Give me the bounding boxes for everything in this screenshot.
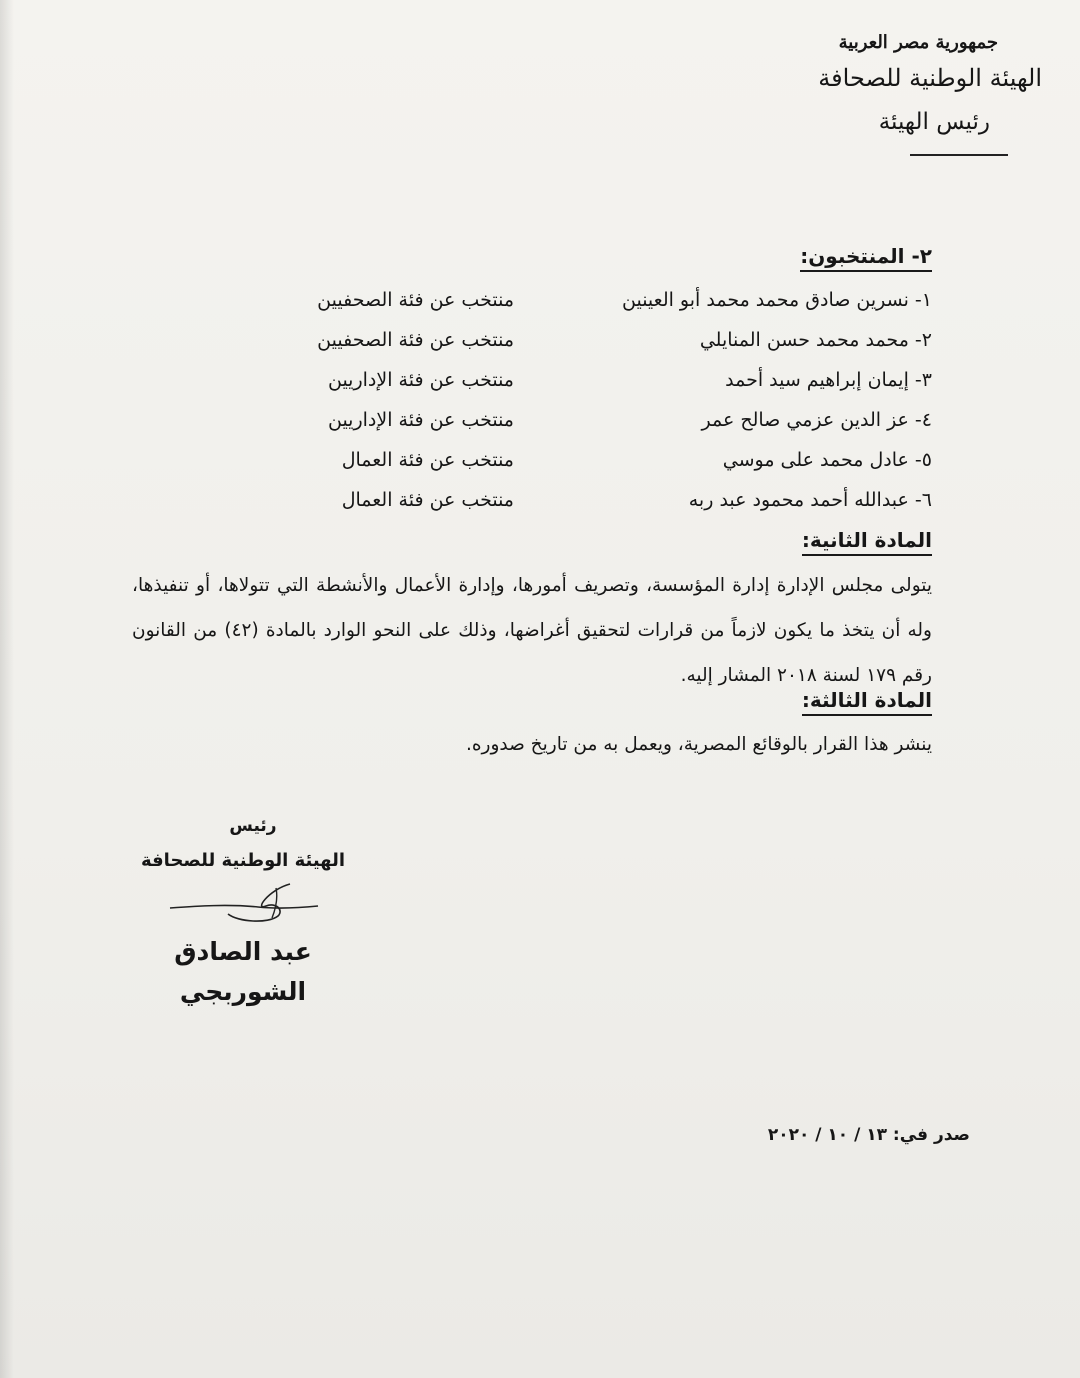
member-category: منتخب عن فئة الصحفيين (317, 289, 514, 311)
elected-heading (632, 244, 932, 268)
article-two-heading-text: المادة الثانية: (802, 528, 932, 556)
member-category: منتخب عن فئة العمال (341, 489, 514, 511)
letterhead (682, 28, 1042, 140)
member-category: منتخب عن فئة الإداريين (327, 409, 514, 431)
member-row (142, 440, 932, 480)
article-two-heading (632, 528, 932, 552)
member-name: ٣- إيمان إبراهيم سيد أحمد (725, 369, 932, 391)
member-category: منتخب عن فئة الإداريين (327, 369, 514, 391)
elected-heading-text: ٢- المنتخبون: (800, 244, 932, 272)
article-three-heading (632, 688, 932, 712)
handwritten-signature (158, 878, 328, 928)
member-name: ٢- محمد محمد حسن المنايلي (699, 329, 932, 351)
letterhead-office: رئيس الهيئة (878, 109, 990, 135)
signature-title: رئيس (229, 816, 277, 836)
signature-organization: الهيئة الوطنية للصحافة (140, 850, 345, 871)
member-name: ١- نسرين صادق محمد محمد أبو العينين (622, 289, 932, 311)
member-row (142, 360, 932, 400)
member-name: ٤- عز الدين عزمي صالح عمر (701, 409, 932, 431)
issue-date-line (550, 1118, 970, 1152)
member-row (142, 480, 932, 520)
letterhead-underline (910, 154, 1008, 156)
member-name: ٥- عادل محمد على موسي (722, 449, 932, 471)
member-row (142, 280, 932, 320)
member-row (142, 320, 932, 360)
letterhead-organization: الهيئة الوطنية للصحافة (818, 64, 1042, 92)
article-three-heading-text: المادة الثالثة: (802, 688, 932, 716)
member-category: منتخب عن فئة الصحفيين (317, 329, 514, 351)
page-edge-shadow (0, 0, 14, 1378)
letterhead-country: جمهورية مصر العربية (838, 32, 998, 53)
signature-block (118, 808, 368, 1012)
issue-date-label: صدر في: (892, 1125, 970, 1145)
signatory-name: عبد الصادق الشوربجي (174, 937, 312, 1006)
member-name: ٦- عبدالله أحمد محمود عبد ربه (688, 489, 932, 511)
issue-date-value: ١٣ / ١٠ / ٢٠٢٠ (767, 1125, 887, 1145)
member-row (142, 400, 932, 440)
article-three-text: ينشر هذا القرار بالوقائع المصرية، ويعمل به من تاريخ صدوره. (465, 734, 932, 755)
member-category: منتخب عن فئة العمال (341, 449, 514, 471)
article-two-text: يتولى مجلس الإدارة إدارة المؤسسة، وتصريف أمورها، وإدارة الأعمال والأنشطة التي تتولاها، أو تنفيذها، وله أن يتخذ ما يكون لازماً من قرارات لتحقيق أغراضها، وذلك على النحو الوارد بالمادة (٤٢) من القانون رقم ١٧٩ لسنة ٢٠١٨ المشار إليه. (132, 575, 932, 686)
